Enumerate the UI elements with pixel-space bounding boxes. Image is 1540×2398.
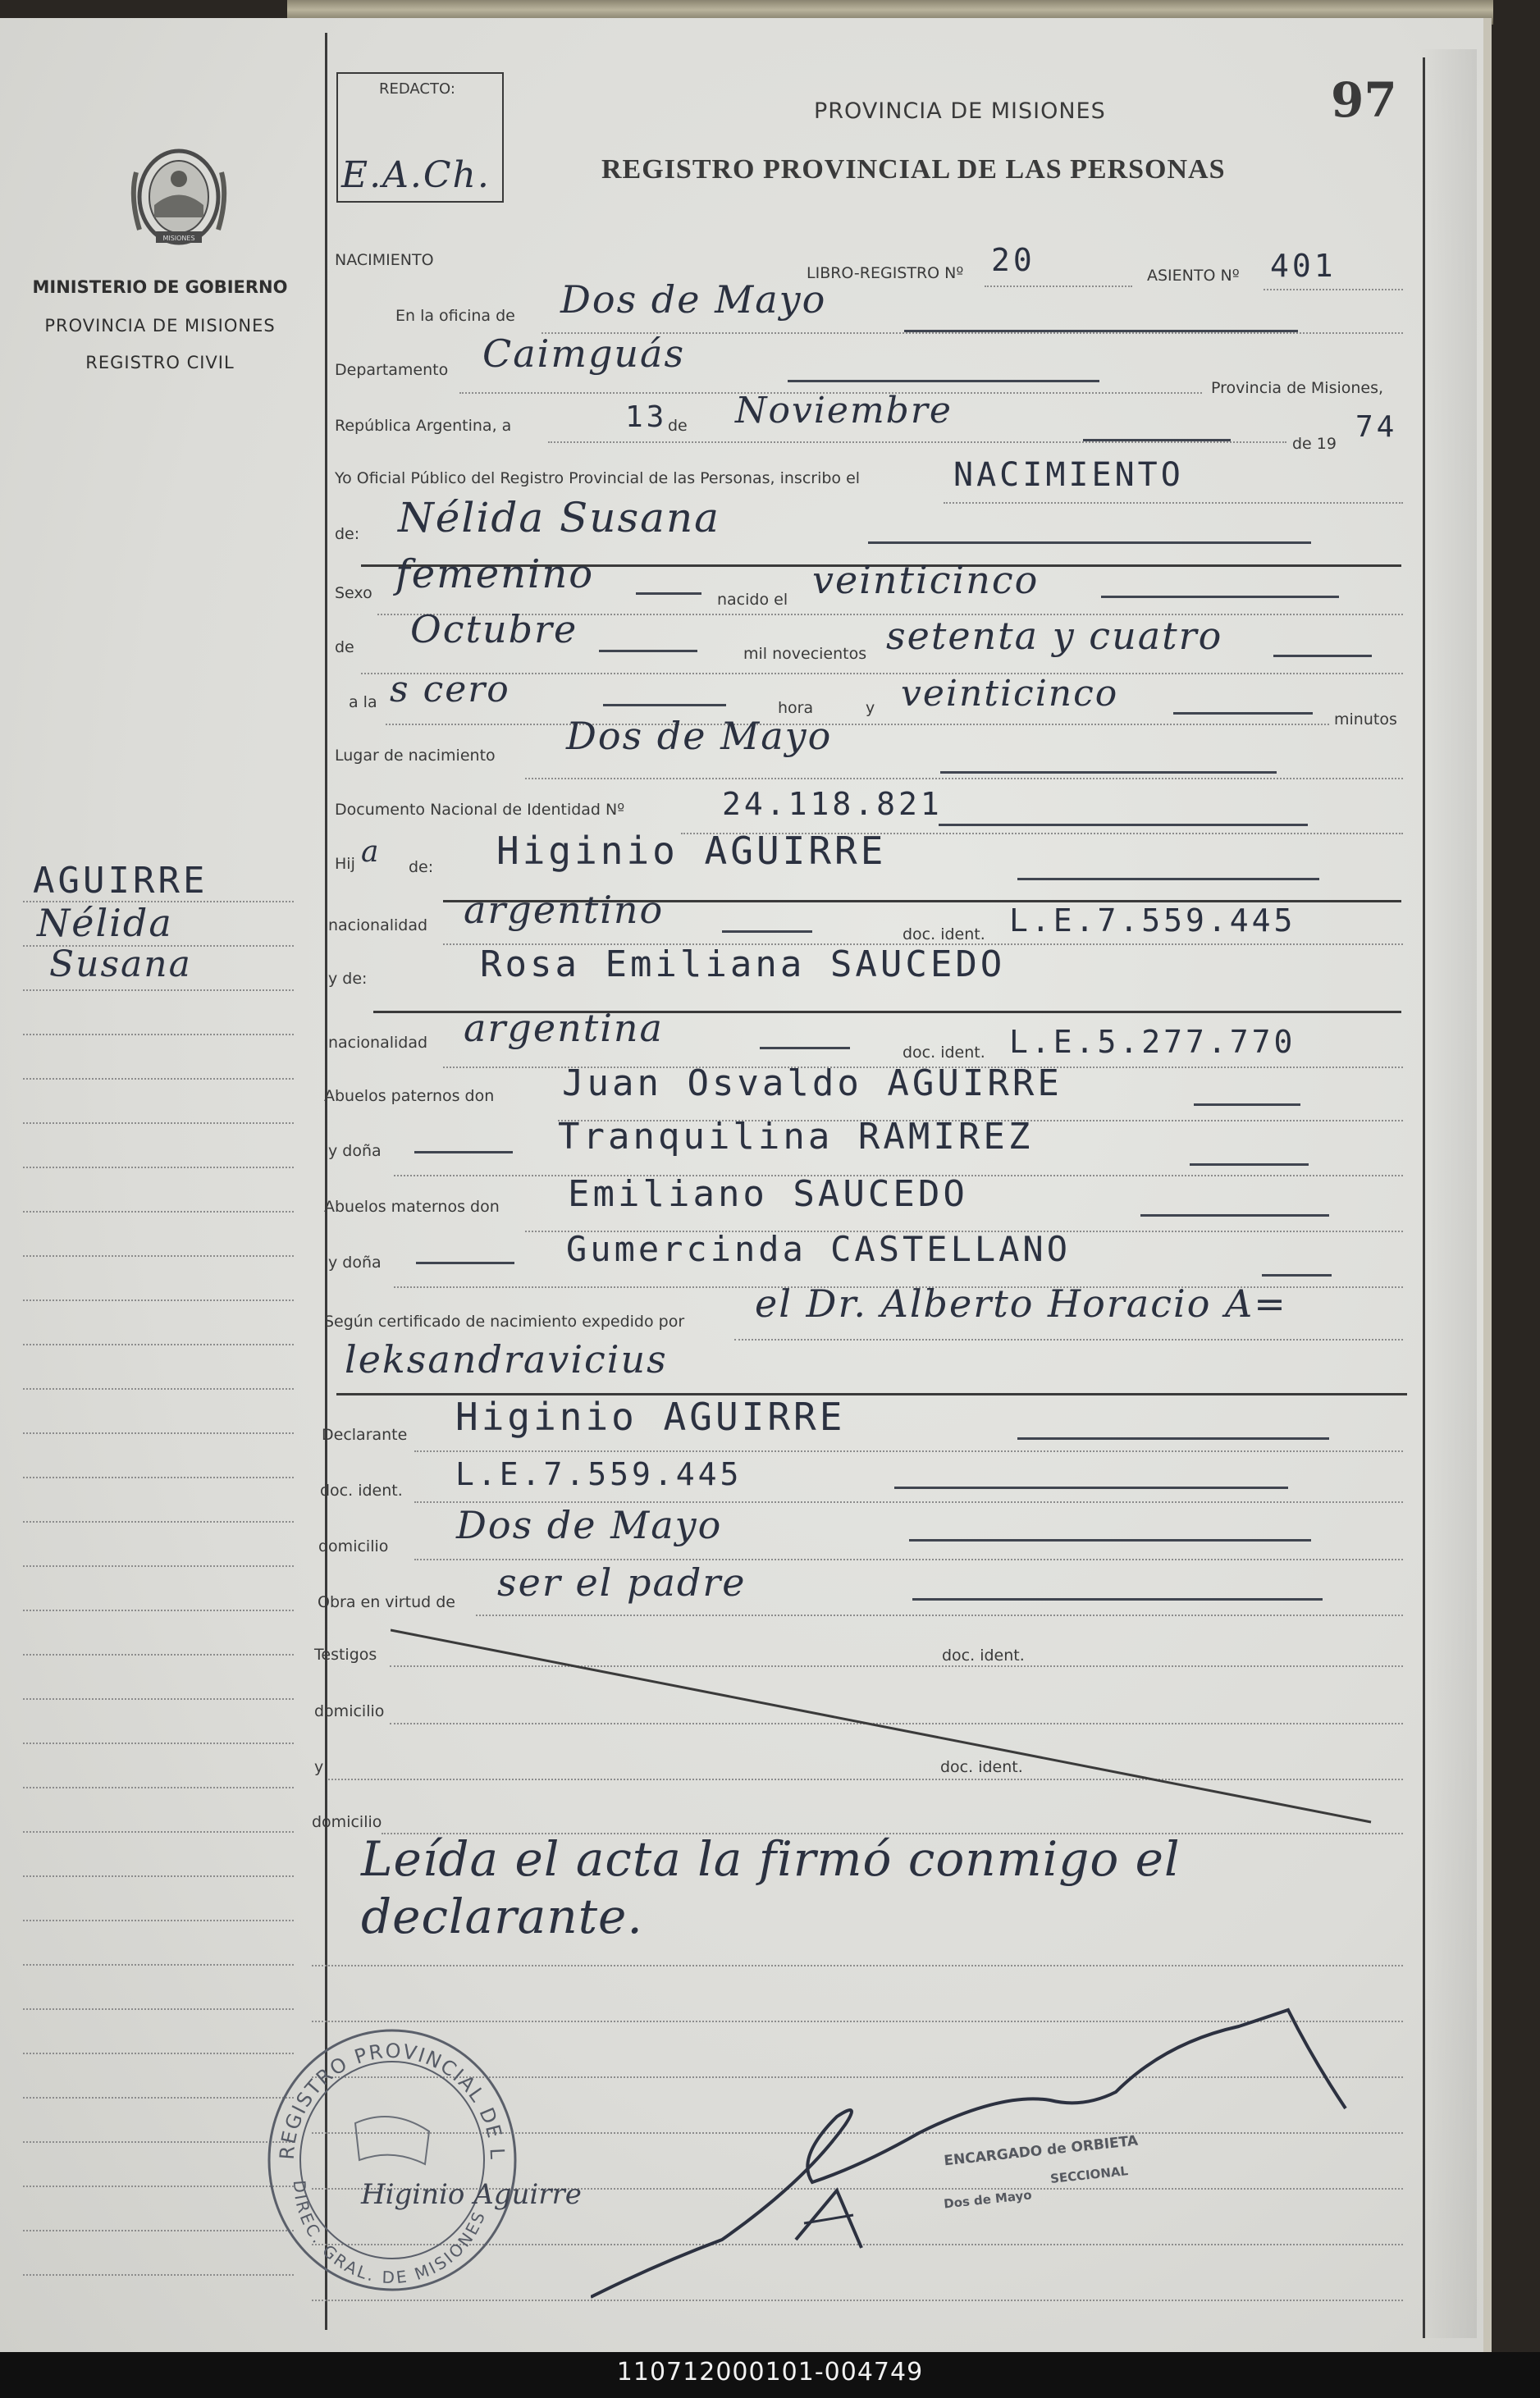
hijo-de-label: de: (409, 858, 434, 876)
margin-rule (23, 1078, 294, 1080)
svg-text:REGISTRO PROVINCIAL DE LAS PER (261, 2025, 509, 2162)
stamp-ring-text: REGISTRO PROVINCIAL DE L (275, 2039, 510, 2162)
abuela-pat-value: Tranquilina RAMIREZ (558, 1116, 1034, 1158)
provincia-label: Provincia de Misiones, (1211, 379, 1384, 397)
nacido-value: veinticinco (812, 558, 1040, 602)
margin-rule (23, 1610, 294, 1611)
yde-label: y de: (328, 970, 368, 988)
anio-label: de 19 (1292, 435, 1337, 453)
closing-line-1: Leída el acta la firmó conmigo el (361, 1831, 1181, 1887)
lugar-value: Dos de Mayo (566, 714, 833, 758)
oficial-label: Yo Oficial Público del Registro Provincial de las Personas, inscribo el (335, 469, 861, 487)
dia-value: 13 (625, 400, 668, 434)
certificado-value-1: el Dr. Alberto Horacio A= (755, 1281, 1287, 1326)
anio-nac-value: setenta y cuatro (886, 614, 1223, 658)
margin-rule (23, 1344, 294, 1345)
minutos-value: veinticinco (901, 673, 1119, 715)
oficina-value: Dos de Mayo (560, 277, 827, 322)
margin-rule (23, 1743, 294, 1744)
margin-rule (23, 1388, 294, 1390)
domicilio-label: domicilio (318, 1537, 389, 1555)
test-doc-label: doc. ident. (942, 1647, 1025, 1665)
margin-rule (23, 1477, 294, 1478)
margin-note-surname: AGUIRRE (33, 860, 208, 902)
de3-label: de (335, 638, 354, 656)
redacto-initials: E.A.Ch. (341, 154, 491, 196)
obra-label: Obra en virtud de (318, 1593, 455, 1611)
form-right-border (1423, 57, 1425, 2338)
test-dom-label: domicilio (314, 1702, 385, 1720)
reference-code: 110712000101-004749 (616, 2358, 924, 2387)
mil-label: mil novecientos (743, 645, 867, 663)
ministry-registry: REGISTRO CIVIL (85, 353, 235, 372)
declarante-signature: Higinio Aguirre (361, 2178, 582, 2211)
y-label: y (866, 699, 875, 717)
asiento-label: ASIENTO Nº (1147, 267, 1240, 285)
margin-rule (23, 1255, 294, 1257)
abuela-mat-value: Gumercinda CASTELLANO (566, 1229, 1072, 1269)
abuelo-pat-value: Juan Osvaldo AGUIRRE (562, 1062, 1062, 1104)
margin-rule (23, 2053, 294, 2054)
nombre-value: Nélida Susana (398, 494, 720, 541)
acto-value: NACIMIENTO (953, 456, 1184, 494)
mes-value: Noviembre (735, 390, 953, 432)
ydona-pat-label: y doña (328, 1142, 382, 1160)
ala-label: a la (349, 693, 377, 711)
madre-nac-label: nacionalidad (328, 1034, 428, 1052)
margin-rule (23, 1831, 294, 1833)
ministry-name: MINISTERIO DE GOBIERNO (32, 277, 288, 297)
padre-doc-value: L.E.7.559.445 (1009, 902, 1296, 939)
page-number: 97 (1331, 72, 1397, 128)
margin-rule (23, 1964, 294, 1966)
madre-value: Rosa Emiliana SAUCEDO (480, 943, 1006, 985)
padre-nac-value: argentino (464, 888, 665, 932)
decl-doc-value: L.E.7.559.445 (455, 1456, 743, 1492)
hora-label: hora (778, 699, 814, 717)
asiento-value: 401 (1270, 248, 1337, 284)
margin-rule (23, 1787, 294, 1788)
sexo-label: Sexo (335, 584, 372, 602)
margin-rule (23, 1698, 294, 1700)
de2-label: de: (335, 525, 360, 543)
margin-rule (23, 2141, 294, 2143)
margin-rule (23, 1920, 294, 1921)
abuelos-pat-label: Abuelos paternos don (324, 1087, 495, 1105)
padre-value: Higinio AGUIRRE (496, 829, 887, 873)
departamento-label: Departamento (335, 361, 449, 379)
margin-rule (23, 2186, 294, 2187)
margin-rule (23, 1122, 294, 1124)
obra-value: ser el padre (497, 1560, 747, 1605)
certificado-label: Según certificado de nacimiento expedido por (324, 1313, 685, 1331)
nacido-label: nacido el (717, 591, 788, 609)
libro-value: 20 (991, 242, 1035, 278)
official-stamp-line-3: Dos de Mayo (943, 2187, 1033, 2212)
margin-rule (23, 1034, 294, 1035)
dni-label: Documento Nacional de Identidad Nº (335, 801, 625, 819)
y2-label: y (314, 1758, 324, 1776)
strike-through-line (391, 1628, 1375, 1825)
domicilio-value: Dos de Mayo (456, 1503, 723, 1547)
lugar-label: Lugar de nacimiento (335, 747, 496, 765)
official-stamp-line-2: SECCIONAL (1049, 2163, 1129, 2186)
padre-nac-label: nacionalidad (328, 916, 428, 934)
test2-doc-label: doc. ident. (940, 1758, 1023, 1776)
stamp-bottom-text: DIREC. GRAL. DE MISIONES (289, 2179, 490, 2288)
ydona-mat-label: y doña (328, 1254, 382, 1272)
form-left-border (325, 33, 327, 2330)
sexo-value: femenino (395, 551, 595, 597)
declarante-label: Declarante (322, 1426, 408, 1444)
margin-rule (23, 1167, 294, 1168)
registry-round-stamp (261, 2025, 523, 2295)
oficina-label: En la oficina de (395, 307, 515, 325)
registry-title: REGISTRO PROVINCIAL DE LAS PERSONAS (601, 154, 1226, 185)
anio-value: 74 (1355, 410, 1398, 444)
official-stamp-line-1: ENCARGADO de ORBIETA (943, 2132, 1140, 2170)
margin-rule (23, 1654, 294, 1656)
hora-value: s cero (390, 669, 510, 710)
coat-of-arms-emblem (121, 139, 236, 254)
declarante-value: Higinio AGUIRRE (455, 1395, 846, 1439)
redacto-label: REDACTO: (379, 80, 455, 98)
republica-label: República Argentina, a (335, 417, 512, 435)
lower-rule (312, 1965, 1403, 1966)
dni-value: 24.118.821 (722, 786, 943, 822)
madre-nac-value: argentina (464, 1006, 664, 1050)
margin-rule (23, 1521, 294, 1523)
margin-rule (23, 1211, 294, 1213)
margin-rule (23, 1299, 294, 1301)
ministry-province: PROVINCIA DE MISIONES (44, 316, 276, 336)
madre-doc-value: L.E.5.277.770 (1009, 1024, 1296, 1060)
emblem-label: MISIONES (162, 235, 195, 242)
abuelos-mat-label: Abuelos maternos don (324, 1198, 500, 1216)
hijo-label: Hij (335, 855, 355, 873)
margin-note-second-name: Susana (49, 943, 192, 985)
margin-rule (23, 2274, 294, 2276)
padre-doc-label: doc. ident. (903, 925, 985, 943)
testigos-label: Testigos (314, 1646, 377, 1664)
nacimiento-label: NACIMIENTO (335, 251, 434, 269)
page-shadow (1419, 49, 1477, 2338)
province-heading: PROVINCIA DE MISIONES (814, 98, 1106, 124)
margin-rule (23, 1565, 294, 1567)
abuelo-mat-value: Emiliano SAUCEDO (568, 1173, 968, 1215)
certificado-value-2: leksandravicius (345, 1337, 668, 1382)
minutos-label: minutos (1334, 710, 1397, 729)
test2-dom-label: domicilio (312, 1813, 382, 1831)
madre-doc-label: doc. ident. (903, 1044, 985, 1062)
hijo-suffix: a (361, 835, 381, 869)
libro-label: LIBRO-REGISTRO Nº (807, 264, 964, 282)
decl-doc-label: doc. ident. (320, 1482, 403, 1500)
departamento-value: Caimguás (482, 331, 686, 376)
mes-nac-value: Octubre (410, 607, 578, 651)
margin-rule (23, 1875, 294, 1877)
margin-note-first-name: Nélida (37, 901, 173, 945)
margin-rule (23, 989, 294, 991)
margin-rule (23, 2230, 294, 2231)
de-label: de (668, 417, 688, 435)
margin-rule (23, 2008, 294, 2010)
closing-line-2: declarante. (361, 1889, 643, 1944)
margin-rule (23, 2097, 294, 2099)
margin-rule (23, 1432, 294, 1434)
